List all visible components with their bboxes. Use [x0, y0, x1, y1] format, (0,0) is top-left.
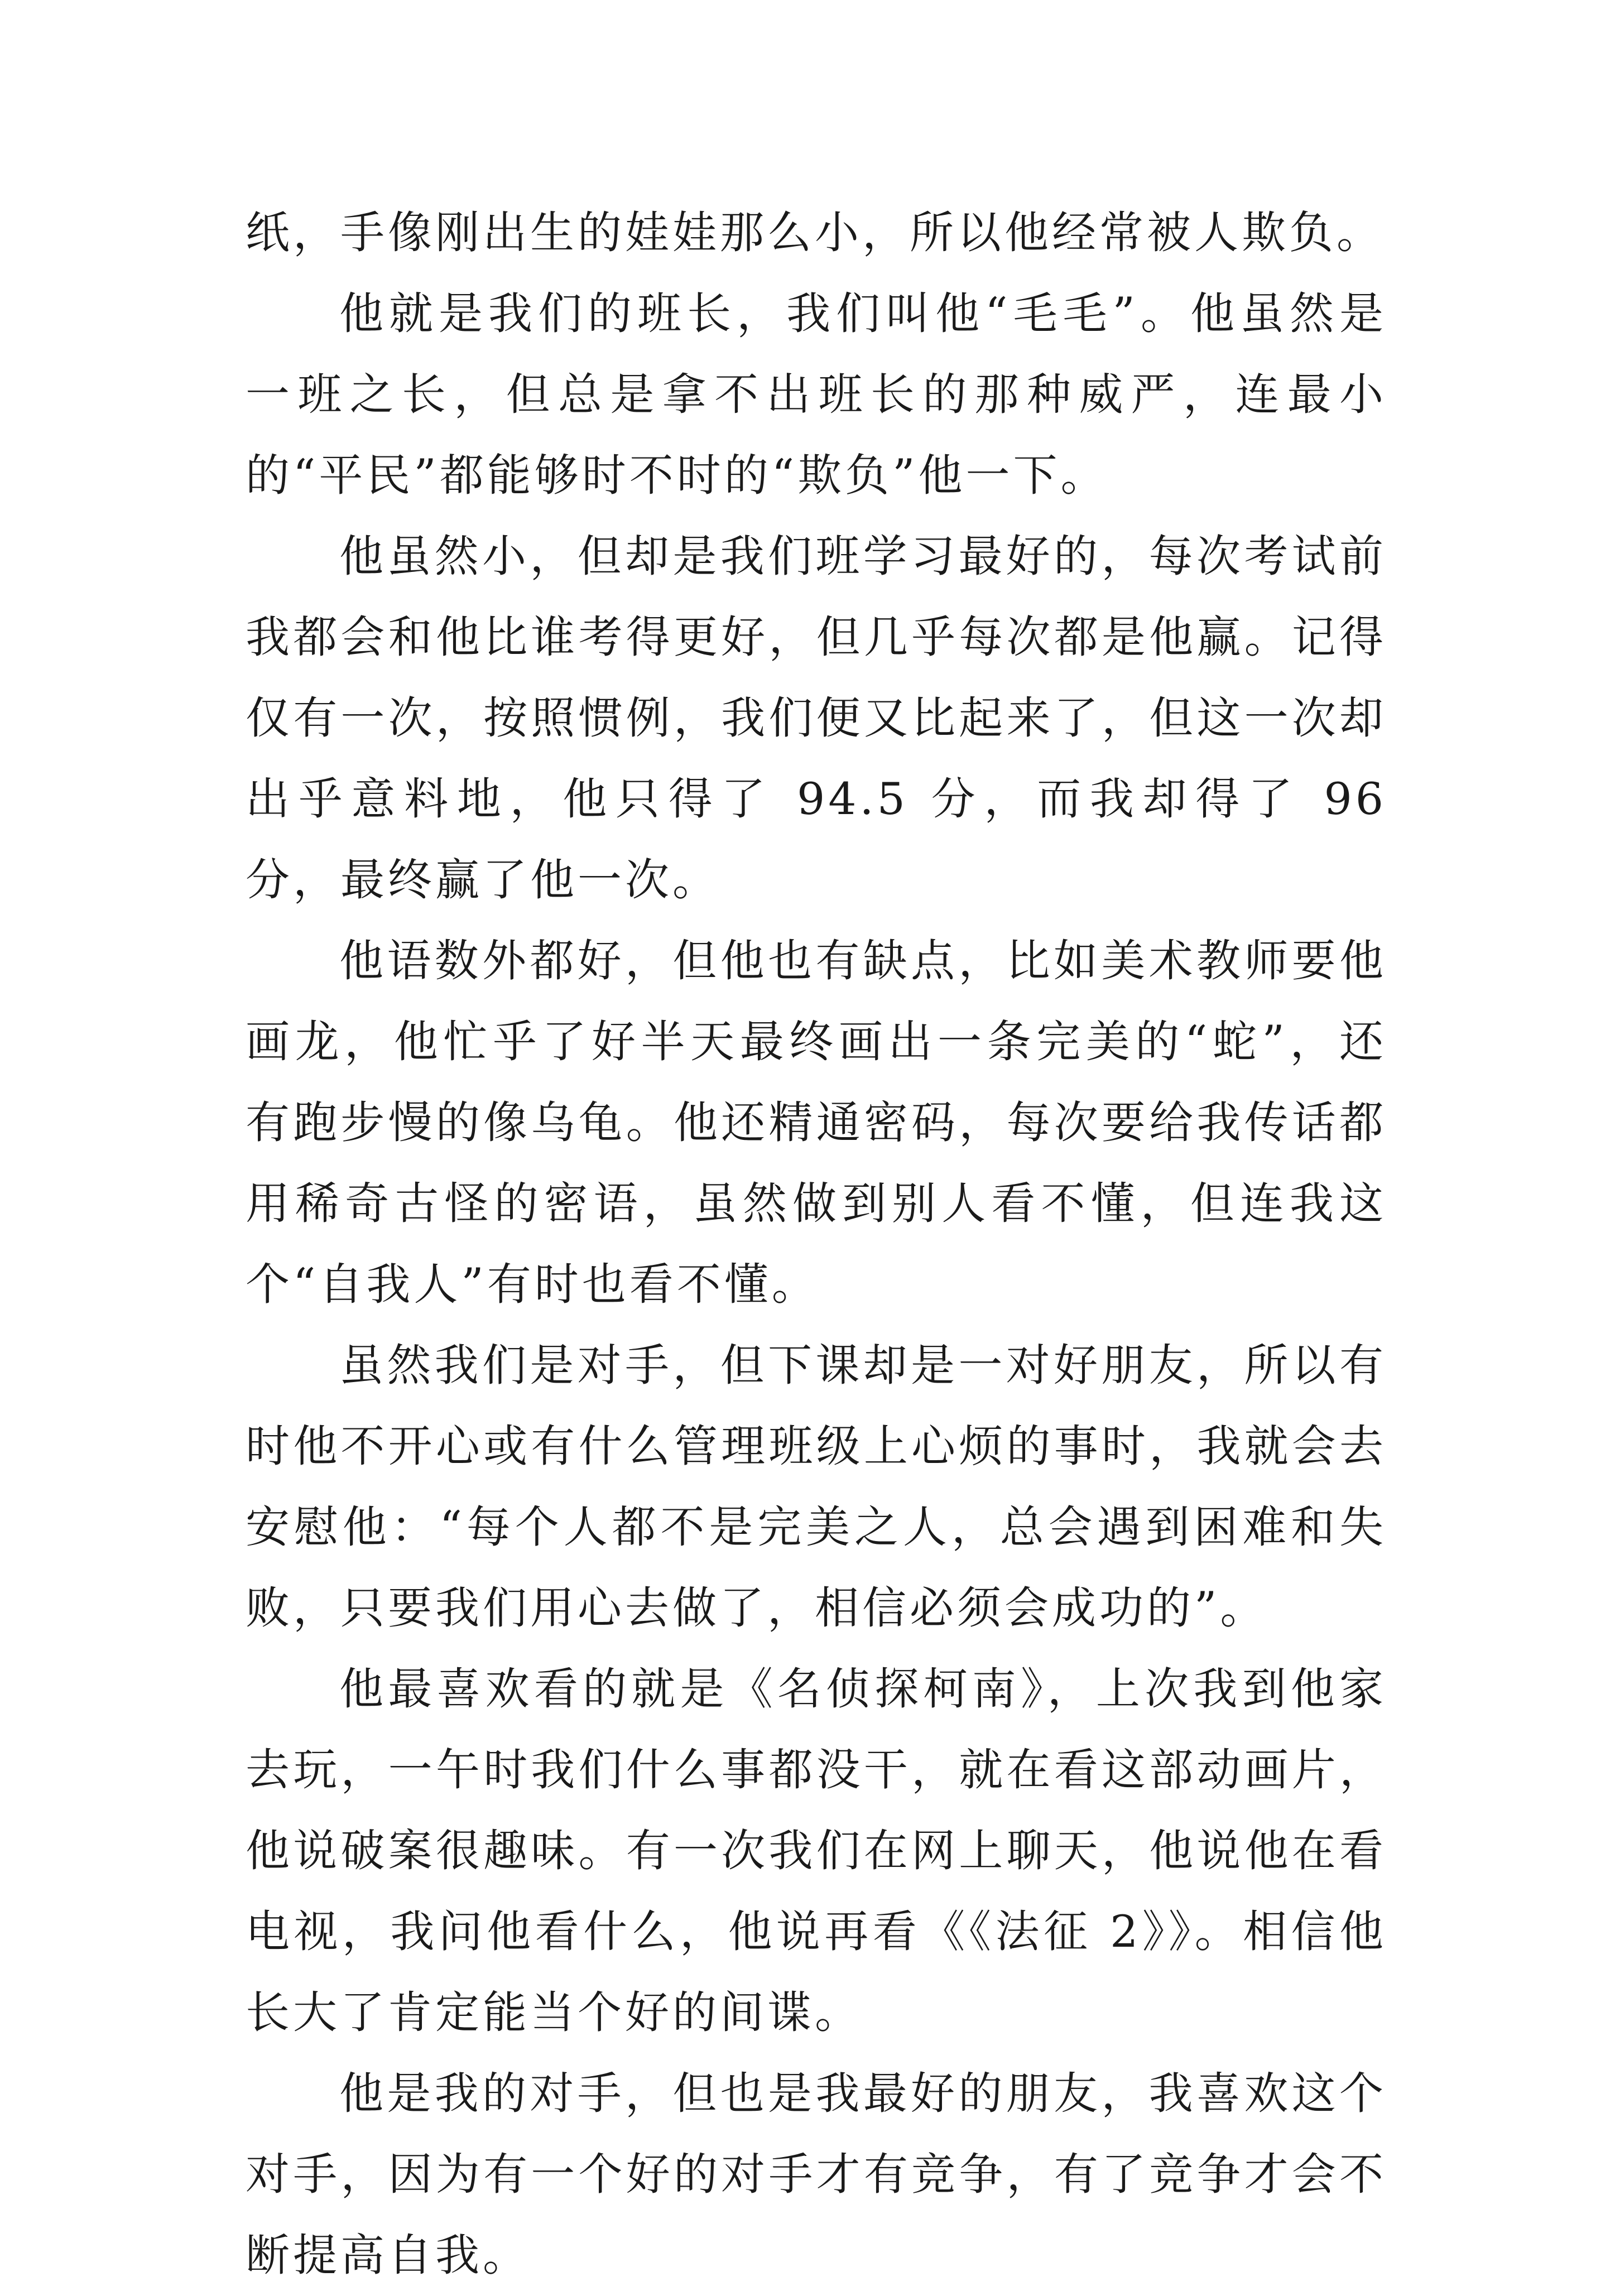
paragraph-1: 纸，手像刚出生的娃娃那么小，所以他经常被人欺负。: [246, 207, 1384, 258]
paragraph-6: 他最喜欢看的就是《名侦探柯南》，上次我到他家去玩，一午时我们什么事都没干，就在看这部动画片，他说破案很趣味。有一次我们在网上聊天，他说他在看电视，我问他看什么，他说再看《《法征 2》》。相信他长大了肯定能当个好的间谍。: [246, 1663, 1387, 2038]
paragraph-7: 他是我的对手，但也是我最好的朋友，我喜欢这个对手，因为有一个好的对手才有竞争，有了竞争才会不断提高自我。: [246, 2068, 1387, 2281]
paragraph-4: 他语数外都好，但他也有缺点，比如美术教师要他画龙，他忙乎了好半天最终画出一条完美的“蛇”，还有跑步慢的像乌龟。他还精通密码，每次要给我传话都用稀奇古怪的密语，虽然做到别人看不懂，但连我这个“自我人”有时也看不懂。: [246, 935, 1387, 1310]
paragraph-5: 虽然我们是对手，但下课却是一对好朋友，所以有时他不开心或有什么管理班级上心烦的事时，我就会去安慰他：“每个人都不是完美之人，总会遇到困难和失败，只要我们用心去做了，相信必须会成功的”。: [246, 1340, 1387, 1634]
document-body: [246, 192, 1387, 2296]
paragraph-3: 他虽然小，但却是我们班学习最好的，每次考试前我都会和他比谁考得更好，但几乎每次都是他赢。记得仅有一次，按照惯例，我们便又比起来了，但这一次却出乎意料地，他只得了 94.5 分，而我却得了 96 分，最终赢了他一次。: [246, 531, 1387, 906]
paragraph-2: 他就是我们的班长，我们叫他“毛毛”。他虽然是一班之长，但总是拿不出班长的那种威严，连最小的“平民”都能够时不时的“欺负”他一下。: [246, 288, 1387, 501]
